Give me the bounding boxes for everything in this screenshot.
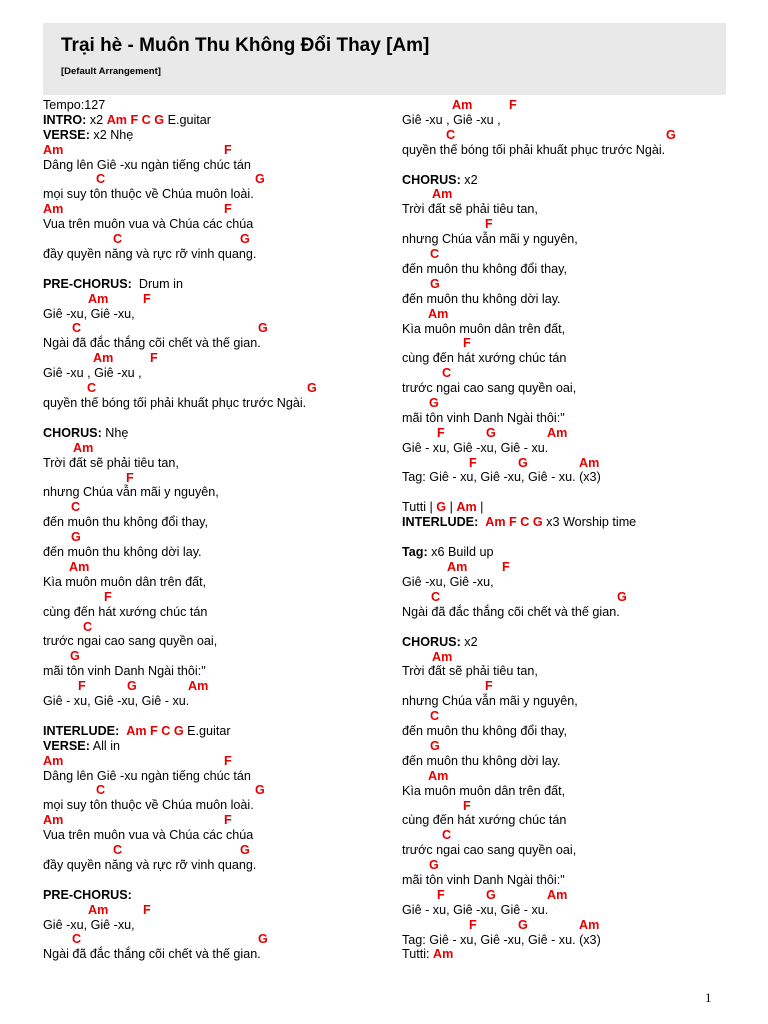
chord: Am — [432, 187, 453, 202]
chord: Am — [88, 291, 109, 306]
lyric-line: đến muôn thu không dời lay. — [402, 291, 561, 306]
chord: G — [255, 783, 265, 798]
lyric-line: mọi suy tôn thuộc về Chúa muôn loài. — [43, 798, 254, 813]
chord: C — [442, 828, 452, 843]
chord: F — [150, 351, 158, 366]
chord: G — [429, 858, 439, 873]
chord: Am — [428, 768, 449, 783]
lyric-line: cùng đến hát xướng chúc tán — [43, 604, 208, 619]
chord-row — [402, 858, 752, 873]
tutti-line: Tutti: Am — [402, 947, 454, 962]
lyric-line: Kìa muôn muôn dân trên đất, — [402, 783, 566, 798]
lyric-line: quyền thế bóng tối phải khuất phục trước Ngài. — [43, 395, 307, 410]
verse-heading: VERSE: All in — [43, 738, 120, 753]
chord-row — [402, 650, 752, 665]
chord: G — [70, 649, 80, 664]
interlude-line: INTERLUDE: Am F C G x3 Worship time — [402, 515, 637, 530]
chord: G — [255, 172, 265, 187]
chord: F — [509, 98, 517, 112]
chord: C — [430, 709, 440, 724]
chord: C — [113, 232, 123, 247]
pre-chorus-heading: PRE-CHORUS: — [43, 887, 132, 902]
chord: F — [224, 813, 232, 828]
chord: F — [469, 917, 477, 932]
lyric-line: Kìa muôn muôn dân trên đất, — [402, 321, 566, 336]
chord-row — [43, 813, 393, 828]
chord: G — [240, 842, 250, 857]
chord: F — [485, 217, 493, 232]
intro-line: INTRO: x2 Am F C G E.guitar — [43, 112, 211, 127]
chord-row — [402, 217, 752, 232]
chord-row — [402, 456, 752, 471]
chord-row — [43, 471, 393, 486]
song-header — [43, 23, 726, 95]
chord: F — [78, 679, 86, 694]
lyric-line: đến muôn thu không đổi thay, — [402, 724, 568, 739]
chord-row — [43, 590, 393, 605]
lyric-line: cùng đến hát xướng chúc tán — [402, 351, 567, 366]
chord: G — [258, 932, 268, 947]
chord-row — [43, 560, 393, 575]
lyric-line: nhưng Chúa vẫn mãi y nguyên, — [43, 485, 219, 500]
chord: G — [71, 530, 81, 545]
chord: F — [437, 887, 445, 902]
lyric-line: Giê -xu, Giê -xu, — [43, 917, 135, 932]
chord-row — [402, 679, 752, 694]
chord: C — [113, 842, 123, 857]
chord-row — [43, 679, 393, 694]
verse-heading: VERSE: x2 Nhẹ — [43, 127, 134, 142]
lyric-line: mãi tôn vinh Danh Ngài thôi:" — [43, 664, 206, 679]
chord: G — [518, 917, 528, 932]
chord-row — [43, 143, 393, 158]
chord: C — [72, 932, 82, 947]
chord: G — [666, 127, 676, 142]
lyric-line: mọi suy tôn thuộc về Chúa muôn loài. — [43, 187, 254, 202]
lyric-line: quyền thế bóng tối phải khuất phục trước Ngài. — [402, 142, 666, 157]
chord-row — [43, 754, 393, 769]
lyric-line: trước ngai cao sang quyền oai, — [402, 843, 577, 858]
chord-row — [43, 321, 393, 336]
chord: Am — [579, 917, 600, 932]
chord-row — [402, 307, 752, 322]
lyric-line: Dâng lên Giê -xu ngàn tiếng chúc tán — [43, 157, 251, 172]
chord: F — [143, 291, 151, 306]
chord-row — [43, 932, 393, 947]
chord: Am — [188, 679, 209, 694]
lyric-line: Giê -xu, Giê -xu, — [43, 306, 135, 321]
interlude-line: INTERLUDE: Am F C G E.guitar — [43, 723, 231, 738]
lyric-line: Trời đất sẽ phải tiêu tan, — [402, 664, 538, 679]
chord-row — [402, 277, 752, 292]
chord-row — [402, 799, 752, 814]
chord: C — [430, 247, 440, 262]
chord: Am — [452, 98, 473, 112]
chord: Am — [69, 559, 90, 574]
pre-chorus-heading: PRE-CHORUS: Drum in — [43, 276, 183, 291]
lyric-line: Kìa muôn muôn dân trên đất, — [43, 574, 207, 589]
lyric-line: Giê - xu, Giê -xu, Giê - xu. — [402, 902, 549, 917]
chord-row — [43, 843, 393, 858]
lyric-line: nhưng Chúa vẫn mãi y nguyên, — [402, 232, 578, 247]
page-number: 1 — [705, 990, 712, 1005]
chord-row — [402, 918, 752, 933]
chord-row — [402, 128, 752, 143]
arrangement-label: [Default Arrangement] — [61, 66, 161, 77]
chord: F — [469, 455, 477, 470]
chord-row — [43, 903, 393, 918]
chord: G — [486, 887, 496, 902]
chord: C — [96, 783, 106, 798]
tempo-line: Tempo:127 — [43, 98, 106, 112]
lyric-line: Giê - xu, Giê -xu, Giê - xu. — [43, 693, 190, 708]
chorus-heading: CHORUS: x2 — [402, 172, 478, 187]
lyric-line: đến muôn thu không dời lay. — [43, 545, 202, 560]
chord: Am — [547, 425, 568, 440]
chord: G — [486, 425, 496, 440]
chord-row — [43, 500, 393, 515]
lyric-line: đầy quyền năng và rực rỡ vinh quang. — [43, 246, 257, 261]
chord: C — [96, 172, 106, 187]
chord: G — [258, 321, 268, 336]
lyric-line: Vua trên muôn vua và Chúa các chúa — [43, 217, 254, 232]
chord: F — [437, 425, 445, 440]
chord: Am — [93, 351, 114, 366]
chord-row — [43, 620, 393, 635]
song-title: Trại hè - Muôn Thu Không Đổi Thay [Am] — [61, 35, 430, 56]
chord-row — [402, 769, 752, 784]
chord: F — [126, 470, 134, 485]
chord: Am — [73, 440, 94, 455]
chord: Am — [43, 813, 64, 828]
chord-row — [43, 232, 393, 247]
chord: C — [87, 381, 97, 396]
lyric-line: trước ngai cao sang quyền oai, — [402, 381, 577, 396]
lyric-line: Giê -xu , Giê -xu , — [402, 112, 501, 127]
chord: G — [617, 589, 627, 604]
chord-row — [43, 351, 393, 366]
chord: C — [72, 321, 82, 336]
left-column — [43, 98, 393, 962]
chord-row — [43, 783, 393, 798]
chord-row — [43, 381, 393, 396]
lyric-line: Ngài đã đắc thắng cõi chết và thế gian. — [43, 336, 261, 351]
chord: F — [485, 679, 493, 694]
chord-row — [402, 336, 752, 351]
chord-row — [402, 426, 752, 441]
chord: F — [224, 142, 232, 157]
chord-row — [402, 187, 752, 202]
chord: Am — [547, 887, 568, 902]
chord-row — [43, 202, 393, 217]
chord: C — [442, 366, 452, 381]
chord: Am — [447, 560, 468, 575]
chord: G — [518, 455, 528, 470]
chord-row — [402, 396, 752, 411]
lyric-line: trước ngai cao sang quyền oai, — [43, 634, 218, 649]
lyric-line: Trời đất sẽ phải tiêu tan, — [402, 202, 538, 217]
lyric-line: Trời đất sẽ phải tiêu tan, — [43, 455, 179, 470]
chord-row — [402, 560, 752, 575]
chord: G — [127, 679, 137, 694]
chord: G — [240, 232, 250, 247]
chord: F — [104, 589, 112, 604]
lyric-line: đến muôn thu không đổi thay, — [402, 262, 568, 277]
lyric-line: Ngài đã đắc thắng cõi chết và thế gian. — [43, 947, 261, 962]
lyric-line: Giê -xu, Giê -xu, — [402, 574, 494, 589]
chord-row — [402, 98, 752, 113]
chord-row — [402, 828, 752, 843]
chord: F — [224, 202, 232, 217]
chord: C — [446, 127, 456, 142]
chord: G — [430, 738, 440, 753]
right-column — [402, 98, 752, 962]
chord-row — [43, 172, 393, 187]
lyric-line: đến muôn thu không dời lay. — [402, 753, 561, 768]
chord: F — [463, 336, 471, 351]
lyric-line: Dâng lên Giê -xu ngàn tiếng chúc tán — [43, 768, 251, 783]
chorus-heading: CHORUS: x2 — [402, 634, 478, 649]
chord-row — [402, 888, 752, 903]
chord: Am — [428, 306, 449, 321]
chord-row — [402, 709, 752, 724]
chord: C — [431, 589, 441, 604]
chord: C — [83, 619, 93, 634]
chord-row — [43, 441, 393, 456]
chord: Am — [579, 455, 600, 470]
chord-row — [402, 739, 752, 754]
chord: G — [307, 381, 317, 396]
lyric-line: mãi tôn vinh Danh Ngài thôi:" — [402, 872, 565, 887]
chord-row — [402, 366, 752, 381]
chord: Am — [43, 753, 64, 768]
chorus-heading: CHORUS: Nhẹ — [43, 425, 129, 440]
chord-row — [43, 530, 393, 545]
tutti-line: Tutti | G | Am | — [402, 500, 484, 515]
lyric-line: Vua trên muôn vua và Chúa các chúa — [43, 828, 254, 843]
lyric-line: Ngài đã đắc thắng cõi chết và thế gian. — [402, 604, 620, 619]
chord: Am — [43, 202, 64, 217]
lyric-line: đến muôn thu không đổi thay, — [43, 515, 209, 530]
chord: F — [463, 798, 471, 813]
lyric-line: cùng đến hát xướng chúc tán — [402, 813, 567, 828]
chord-row — [43, 292, 393, 307]
chord: F — [224, 753, 232, 768]
chord: Am — [43, 142, 64, 157]
lyric-line: Giê -xu , Giê -xu , — [43, 366, 142, 381]
chord-row — [402, 247, 752, 262]
chord-row — [43, 649, 393, 664]
lyric-line: đầy quyền năng và rực rỡ vinh quang. — [43, 857, 257, 872]
chord: Am — [432, 649, 453, 664]
chord: G — [430, 276, 440, 291]
chord: F — [502, 560, 510, 575]
chord: C — [71, 500, 81, 515]
lyric-line: nhưng Chúa vẫn mãi y nguyên, — [402, 694, 578, 709]
chord: Am — [88, 902, 109, 917]
lyric-line: Tag: Giê - xu, Giê -xu, Giê - xu. (x3) — [402, 470, 601, 485]
lyric-line: Tag: Giê - xu, Giê -xu, Giê - xu. (x3) — [402, 932, 601, 947]
lyric-line: mãi tôn vinh Danh Ngài thôi:" — [402, 410, 565, 425]
chord: F — [143, 902, 151, 917]
chord: G — [429, 396, 439, 411]
tag-heading: Tag: x6 Build up — [402, 545, 494, 560]
lyric-line: Giê - xu, Giê -xu, Giê - xu. — [402, 440, 549, 455]
chord-row — [402, 590, 752, 605]
